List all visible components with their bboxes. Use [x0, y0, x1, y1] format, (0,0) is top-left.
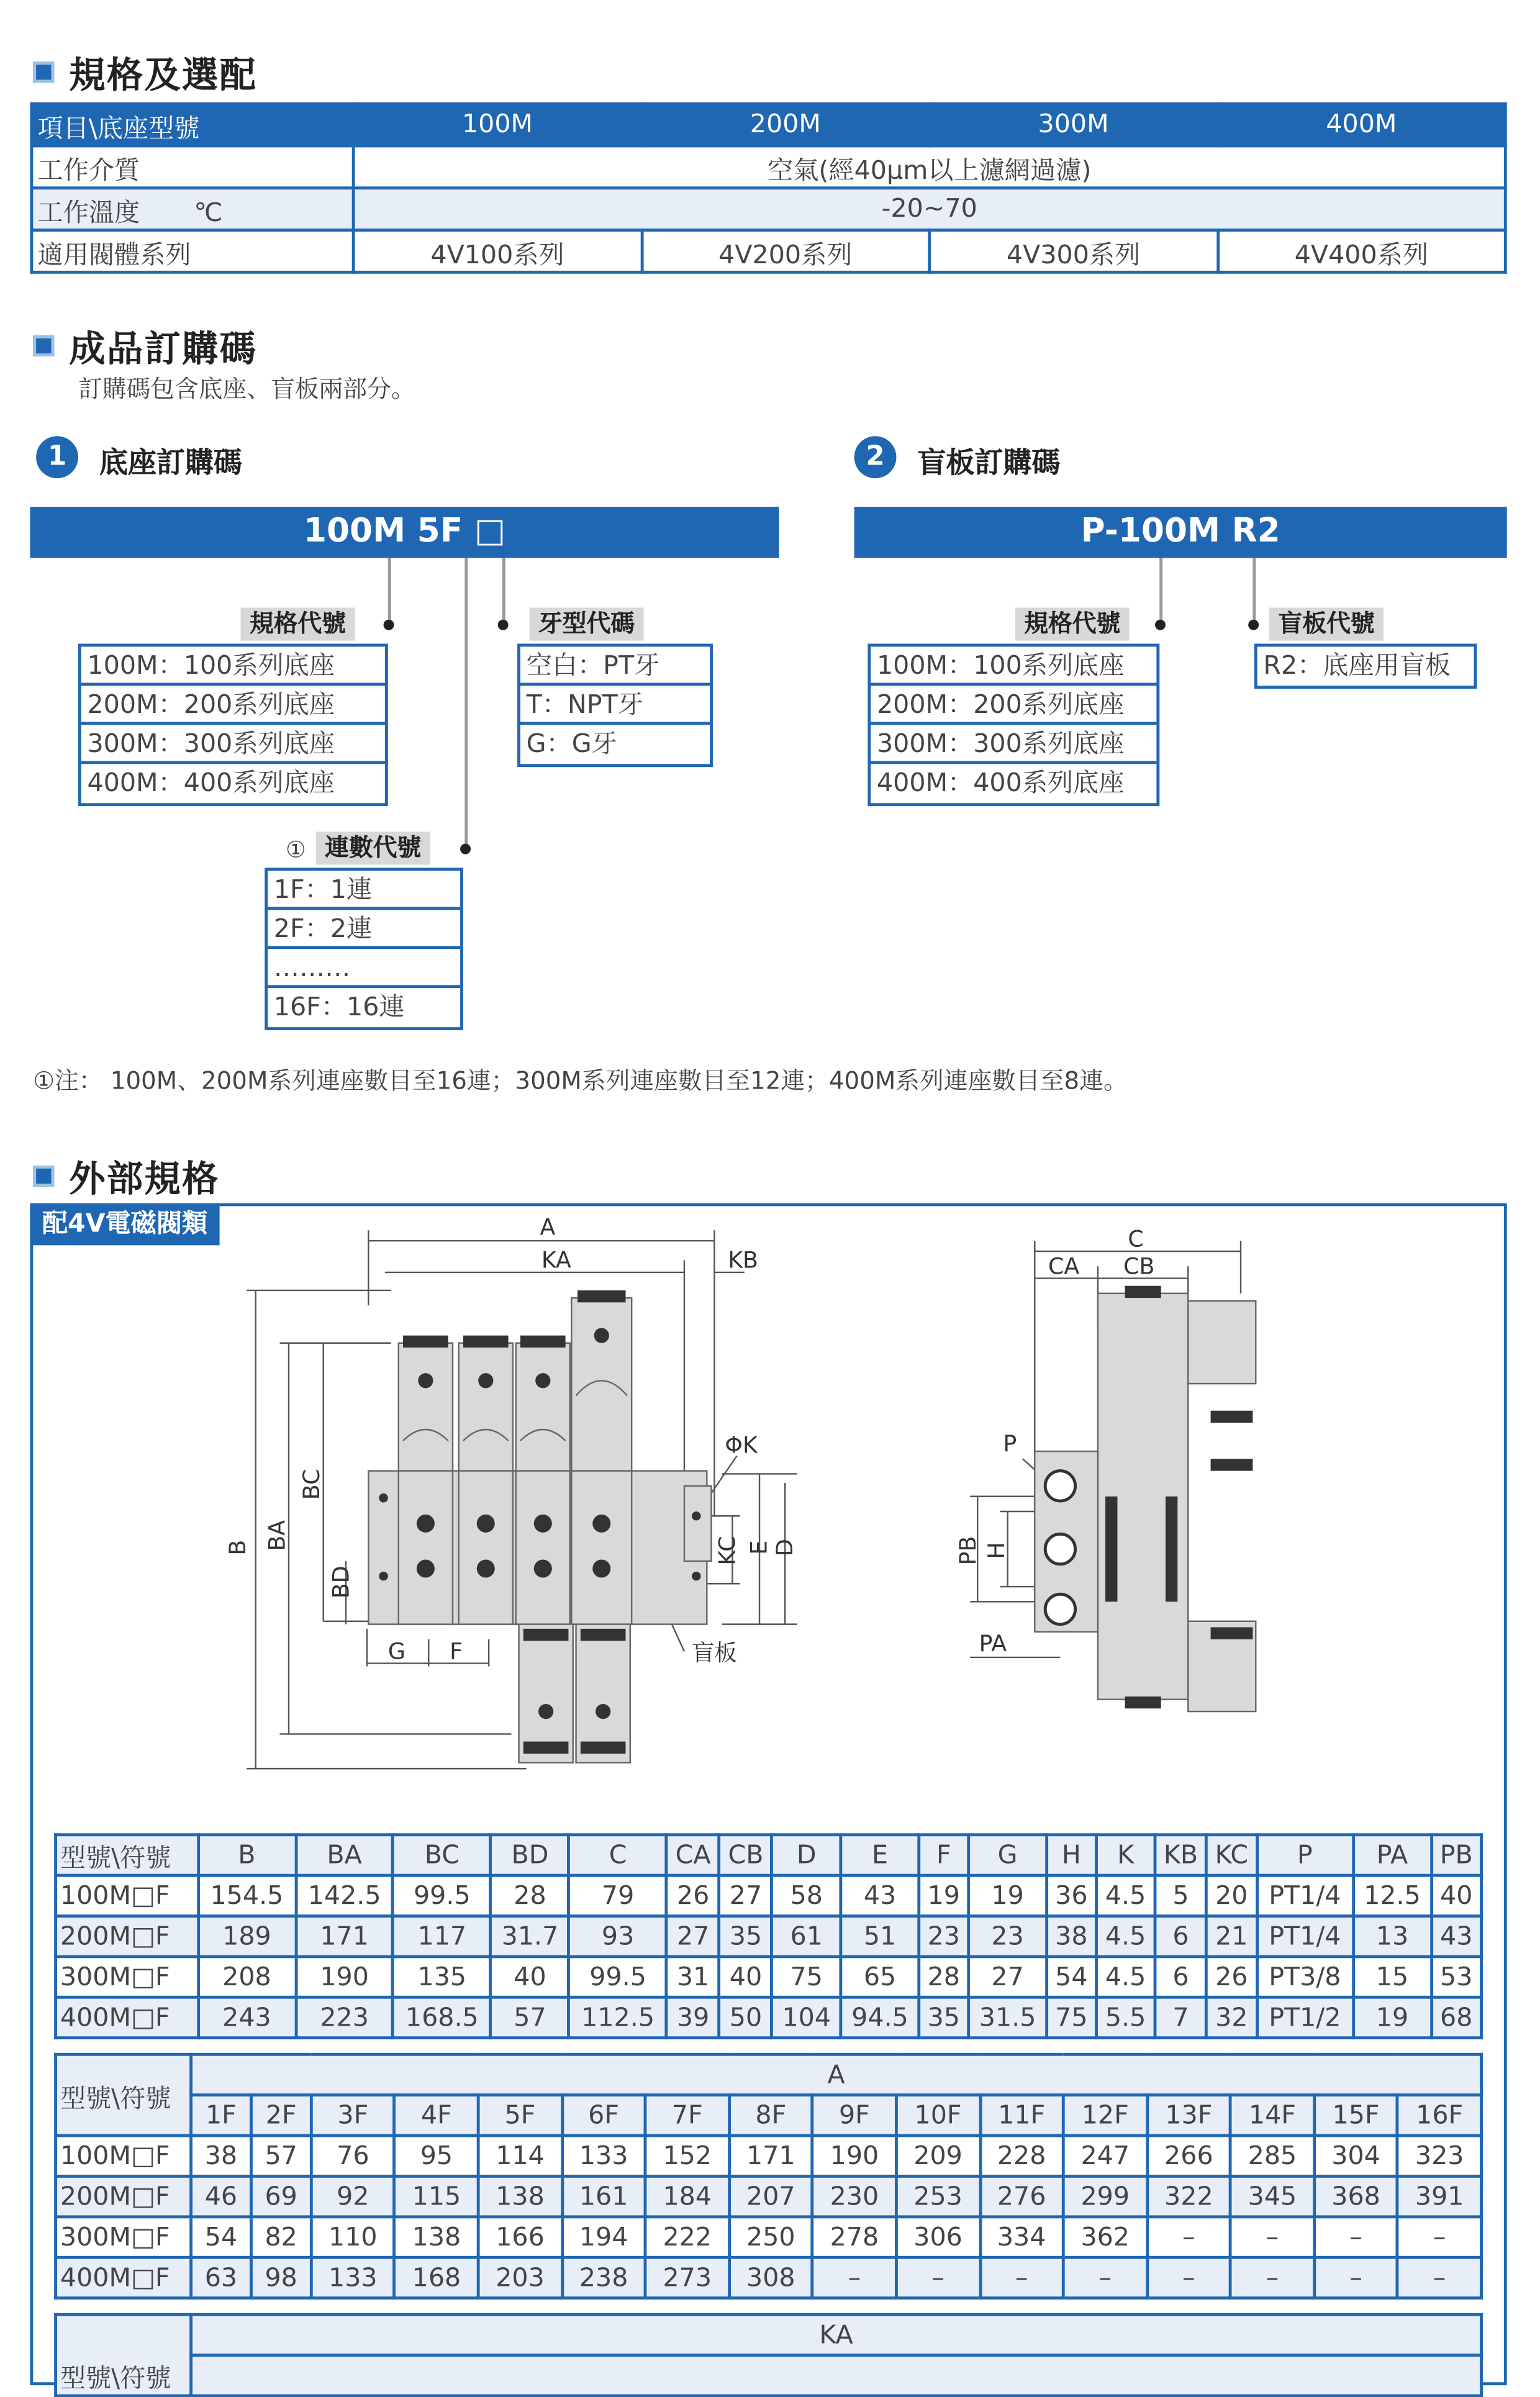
dim-label-g: G — [387, 1638, 405, 1665]
a-cell: 300M□F — [56, 2217, 191, 2257]
dim-label-pa: PA — [979, 1630, 1007, 1657]
dim-cell: 36 — [1047, 1875, 1096, 1916]
dim-cell: 27 — [667, 1916, 720, 1956]
a-cell: 46 — [191, 2176, 251, 2216]
dim-header-cell: CA — [667, 1835, 720, 1875]
square-bullet-icon — [33, 61, 54, 82]
a-cell: 38 — [191, 2136, 251, 2176]
a-header-cell: 13F — [1147, 2095, 1231, 2136]
dim-label-p: P — [1003, 1430, 1017, 1457]
connector-line — [1159, 558, 1162, 622]
a-cell: 247 — [1063, 2136, 1147, 2176]
a-header-cell: 2F — [251, 2095, 311, 2136]
dim-cell: 7 — [1155, 1997, 1207, 2037]
a-cell: – — [896, 2257, 980, 2298]
station-item: ……… — [268, 949, 460, 988]
blind-spec-label: 規格代號 — [1015, 607, 1130, 640]
dim-cell: PT3/8 — [1257, 1957, 1353, 1997]
a-cell: – — [1231, 2257, 1315, 2298]
station-box — [265, 868, 463, 1030]
a-header-cell: 7F — [645, 2095, 729, 2136]
dim-label-kc: KC — [713, 1536, 741, 1566]
blind-spec-item: 300M：300系列底座 — [871, 725, 1156, 764]
base-spec-label: 規格代號 — [241, 607, 355, 640]
dim-cell: 400M□F — [56, 1997, 198, 2037]
a-cell: 207 — [729, 2176, 813, 2216]
connector-dot — [1248, 620, 1259, 630]
a-header-cell: 12F — [1063, 2095, 1147, 2136]
a-cell: 54 — [191, 2217, 251, 2257]
dim-cell: 40 — [1431, 1875, 1482, 1916]
station-note: ①注： 100M、200M系列連座數目至16連；300M系列連座數目至12連；400M系列連座數目至8連。 — [33, 1066, 1128, 1095]
blind-spec-item: 200M：200系列底座 — [871, 686, 1156, 725]
plate-box — [1254, 644, 1477, 689]
a-cell: 100M□F — [56, 2136, 191, 2176]
connector-line — [388, 558, 391, 622]
connector-line — [464, 558, 468, 847]
dim-header-cell: B — [198, 1835, 296, 1875]
a-cell: 273 — [645, 2257, 729, 2298]
dim-cell: 65 — [841, 1957, 919, 1997]
dim-cell: 23 — [969, 1916, 1047, 1956]
a-cell: 138 — [395, 2217, 479, 2257]
station-item: 16F：16連 — [273, 992, 405, 1023]
a-cell: 152 — [645, 2136, 729, 2176]
a-header-cell: 10F — [896, 2095, 980, 2136]
a-header-cell: 15F — [1314, 2095, 1398, 2136]
dim-header-cell: C — [569, 1835, 667, 1875]
base-spec-item: 300M：300系列底座 — [81, 725, 385, 764]
dim-cell: 104 — [772, 1997, 841, 2037]
dim-cell: 57 — [491, 1997, 569, 2037]
dim-cell: 28 — [919, 1957, 968, 1997]
dim-label-pb: PB — [954, 1536, 982, 1566]
a-cell: – — [1147, 2217, 1231, 2257]
a-cell: 98 — [251, 2257, 311, 2298]
a-cell: 190 — [813, 2136, 897, 2176]
a-cell: 161 — [562, 2176, 646, 2216]
ka-table-corner: 型號\符號 — [56, 2314, 191, 2396]
order-section-title: 成品訂購碼 — [33, 319, 257, 371]
a-cell: 200M□F — [56, 2176, 191, 2216]
thread-item: T：NPT牙 — [520, 686, 710, 725]
dim-label-c: C — [1128, 1225, 1144, 1253]
a-cell: – — [1398, 2217, 1482, 2257]
step-1-badge: 1 — [36, 436, 78, 478]
a-cell: 69 — [251, 2176, 311, 2216]
a-cell: 95 — [395, 2136, 479, 2176]
dim-cell: 200M□F — [56, 1916, 198, 1956]
dim-cell: 27 — [969, 1957, 1047, 1997]
spec-header-cell: 100M — [353, 104, 641, 146]
spec-header-cell: 300M — [930, 104, 1218, 146]
dim-cell: 75 — [1047, 1997, 1096, 2037]
dim-cell: PT1/4 — [1257, 1875, 1353, 1916]
dim-header-cell: CB — [720, 1835, 772, 1875]
thread-box — [517, 644, 713, 768]
dim-cell: 39 — [667, 1997, 720, 2037]
dim-header-cell: PB — [1431, 1835, 1482, 1875]
dim-label-a: A — [540, 1213, 556, 1241]
dim-cell: 112.5 — [569, 1997, 667, 2037]
table-row — [56, 2217, 1482, 2257]
dim-header-cell: BC — [393, 1835, 491, 1875]
dim-label-e: E — [745, 1540, 773, 1555]
dim-cell: 19 — [1353, 1997, 1431, 2037]
dim-label-kb: KB — [728, 1246, 758, 1274]
dim-cell: 189 — [198, 1916, 296, 1956]
dim-label-cb: CB — [1123, 1253, 1155, 1280]
a-cell: – — [1063, 2257, 1147, 2298]
a-cell: 253 — [896, 2176, 980, 2216]
dim-cell: 93 — [569, 1916, 667, 1956]
a-cell: 345 — [1231, 2176, 1315, 2216]
dim-cell: 6 — [1155, 1957, 1207, 1997]
blind-plate-label: 盲板 — [692, 1639, 737, 1667]
a-cell: 276 — [980, 2176, 1064, 2216]
a-cell: 166 — [478, 2217, 562, 2257]
a-cell: 238 — [562, 2257, 646, 2298]
dim-cell: 94.5 — [841, 1997, 919, 2037]
a-cell: 304 — [1314, 2136, 1398, 2176]
dim-label-bc: BC — [298, 1469, 325, 1500]
a-cell: – — [1231, 2217, 1315, 2257]
external-section-title: 外部規格 — [33, 1149, 219, 1202]
dim-cell: 68 — [1431, 1997, 1482, 2037]
a-table-corner: 型號\符號 — [56, 2054, 191, 2136]
dim-cell: 168.5 — [393, 1997, 491, 2037]
dim-header-cell: KC — [1207, 1835, 1257, 1875]
a-cell: 368 — [1314, 2176, 1398, 2216]
spec-section-title: 規格及選配 — [33, 45, 257, 98]
spec-valve-value: 4V300系列 — [930, 230, 1218, 273]
dim-cell: 79 — [569, 1875, 667, 1916]
a-cell: 285 — [1231, 2136, 1315, 2176]
dim-cell: 4.5 — [1096, 1875, 1155, 1916]
a-header-cell: 8F — [729, 2095, 813, 2136]
a-cell: 362 — [1063, 2217, 1147, 2257]
a-cell: 391 — [1398, 2176, 1482, 2216]
base-spec-item: 400M：400系列底座 — [87, 768, 335, 799]
dim-header-cell: K — [1096, 1835, 1155, 1875]
dim-cell: 6 — [1155, 1916, 1207, 1956]
a-cell: – — [1147, 2257, 1231, 2298]
a-cell: 322 — [1147, 2176, 1231, 2216]
a-cell: 323 — [1398, 2136, 1482, 2176]
a-cell: 306 — [896, 2217, 980, 2257]
dim-cell: 40 — [720, 1957, 772, 1997]
station-item: 1F：1連 — [268, 871, 460, 910]
spec-medium-value: 空氣(經40μm以上濾網過濾) — [353, 146, 1505, 188]
table-row — [56, 1957, 1482, 1997]
a-cell: 228 — [980, 2136, 1064, 2176]
dim-cell: 13 — [1353, 1916, 1431, 1956]
dim-cell: 31.7 — [491, 1916, 569, 1956]
a-cell: 76 — [311, 2136, 395, 2176]
a-header-cell: 5F — [478, 2095, 562, 2136]
square-bullet-icon — [33, 1165, 54, 1186]
dim-label-bd: BD — [327, 1566, 355, 1599]
dim-cell: 135 — [393, 1957, 491, 1997]
dim-cell: 32 — [1207, 1997, 1257, 2037]
a-cell: 230 — [813, 2176, 897, 2216]
table-row — [56, 2176, 1482, 2216]
a-cell: 82 — [251, 2217, 311, 2257]
dim-label-ka: KA — [541, 1246, 571, 1274]
dim-cell: 19 — [919, 1875, 968, 1916]
dim-cell: 99.5 — [569, 1957, 667, 1997]
station-label: 連數代號 — [316, 831, 430, 864]
dim-cell: 243 — [198, 1997, 296, 2037]
spec-valve-label: 適用閥體系列 — [32, 230, 353, 273]
a-cell: 250 — [729, 2217, 813, 2257]
dim-cell: 26 — [1207, 1957, 1257, 1997]
a-header-cell: 3F — [311, 2095, 395, 2136]
dim-cell: 51 — [841, 1916, 919, 1956]
dim-cell: 12.5 — [1353, 1875, 1431, 1916]
dim-cell: 35 — [720, 1916, 772, 1956]
a-cell: – — [813, 2257, 897, 2298]
dim-cell: 4.5 — [1096, 1916, 1155, 1956]
a-cell: 334 — [980, 2217, 1064, 2257]
base-spec-item: 100M：100系列底座 — [81, 646, 385, 686]
dim-cell: 20 — [1207, 1875, 1257, 1916]
dim-cell: 5.5 — [1096, 1997, 1155, 2037]
a-cell: 57 — [251, 2136, 311, 2176]
dim-cell: 54 — [1047, 1957, 1096, 1997]
dim-label-d: D — [771, 1539, 799, 1557]
a-cell: – — [1314, 2257, 1398, 2298]
ka-table-group: KA — [191, 2314, 1482, 2355]
dim-cell: 31.5 — [969, 1997, 1047, 2037]
dim-header-cell: KB — [1155, 1835, 1207, 1875]
a-cell: 400M□F — [56, 2257, 191, 2298]
ka-table-subheader — [191, 2355, 1482, 2396]
a-cell: 171 — [729, 2136, 813, 2176]
a-cell: 92 — [311, 2176, 395, 2216]
a-header-cell: 9F — [813, 2095, 897, 2136]
external-tab: 配4V電磁閥類 — [30, 1203, 219, 1246]
a-cell: 266 — [1147, 2136, 1231, 2176]
dim-header-cell: E — [841, 1835, 919, 1875]
a-cell: – — [980, 2257, 1064, 2298]
a-cell: 209 — [896, 2136, 980, 2176]
a-cell: 133 — [311, 2257, 395, 2298]
dim-cell: 19 — [969, 1875, 1047, 1916]
blind-spec-item: 100M：100系列底座 — [871, 646, 1156, 686]
dimension-table — [54, 1833, 1483, 2039]
a-cell: 114 — [478, 2136, 562, 2176]
dim-cell: 4.5 — [1096, 1957, 1155, 1997]
spec-temp-value: -20~70 — [353, 188, 1505, 230]
base-spec-box — [78, 644, 388, 807]
spec-table — [30, 102, 1506, 274]
blind-order-code: P-100M R2 — [854, 507, 1507, 558]
connector-dot — [460, 844, 471, 854]
base-order-code: 100M 5F □ — [30, 507, 779, 558]
table-row — [56, 1916, 1482, 1956]
dim-cell: 223 — [296, 1997, 393, 2037]
table-row — [56, 1997, 1482, 2037]
base-spec-item: 200M：200系列底座 — [81, 686, 385, 725]
dim-cell: 75 — [772, 1957, 841, 1997]
a-cell: 278 — [813, 2217, 897, 2257]
dim-cell: 208 — [198, 1957, 296, 1997]
dim-cell: PT1/4 — [1257, 1916, 1353, 1956]
dim-cell: 5 — [1155, 1875, 1207, 1916]
dim-cell: 117 — [393, 1916, 491, 1956]
dim-label-phik: ΦK — [725, 1431, 758, 1459]
dim-cell: 142.5 — [296, 1875, 393, 1916]
dim-header-cell: F — [919, 1835, 968, 1875]
spec-valve-value: 4V200系列 — [641, 230, 930, 273]
dim-cell: 28 — [491, 1875, 569, 1916]
connector-line — [1252, 558, 1256, 622]
a-header-cell: 4F — [395, 2095, 479, 2136]
thread-item: 空白：PT牙 — [520, 646, 710, 686]
table-row — [56, 2257, 1482, 2298]
a-cell: 184 — [645, 2176, 729, 2216]
connector-dot — [498, 620, 509, 630]
spec-header-cell: 400M — [1218, 104, 1506, 146]
connector-dot — [384, 620, 394, 630]
a-dimension-table — [54, 2053, 1483, 2300]
dim-cell: 27 — [720, 1875, 772, 1916]
square-bullet-icon — [33, 335, 54, 356]
dim-header-cell: G — [969, 1835, 1047, 1875]
thread-item: G：G牙 — [526, 729, 617, 760]
dim-label-ba: BA — [263, 1520, 291, 1551]
a-header-cell: 16F — [1398, 2095, 1482, 2136]
connector-line — [502, 558, 505, 622]
station-item: 2F：2連 — [268, 910, 460, 949]
dim-cell: 43 — [841, 1875, 919, 1916]
dim-cell: 154.5 — [198, 1875, 296, 1916]
a-cell: 299 — [1063, 2176, 1147, 2216]
dim-header-cell: BD — [491, 1835, 569, 1875]
dim-cell: 38 — [1047, 1916, 1096, 1956]
a-cell: 63 — [191, 2257, 251, 2298]
dim-cell: 190 — [296, 1957, 393, 1997]
blind-order-title: 盲板訂購碼 — [917, 446, 1061, 480]
a-cell: 194 — [562, 2217, 646, 2257]
order-subtitle: 訂購碼包含底座、盲板兩部分。 — [78, 374, 415, 404]
dimension-header-row — [56, 1835, 1482, 1875]
dim-cell: 53 — [1431, 1957, 1482, 1997]
table-row — [56, 1875, 1482, 1916]
a-cell: – — [1314, 2217, 1398, 2257]
a-cell: 203 — [478, 2257, 562, 2298]
dim-label-h: H — [983, 1542, 1010, 1559]
dim-cell: PT1/2 — [1257, 1997, 1353, 2037]
dim-label-b: B — [224, 1539, 251, 1556]
table-row — [56, 2136, 1482, 2176]
dim-label-f: F — [450, 1638, 463, 1665]
a-cell: 222 — [645, 2217, 729, 2257]
dim-cell: 21 — [1207, 1916, 1257, 1956]
dim-cell: 58 — [772, 1875, 841, 1916]
spec-header-cell: 項目\底座型號 — [32, 104, 353, 146]
connector-dot — [1155, 620, 1166, 630]
step-2-badge: 2 — [854, 436, 897, 478]
spec-header-cell: 200M — [641, 104, 930, 146]
dim-header-cell: D — [772, 1835, 841, 1875]
a-cell: 308 — [729, 2257, 813, 2298]
a-header-cell: 14F — [1231, 2095, 1315, 2136]
dim-header-cell: 型號\符號 — [56, 1835, 198, 1875]
thread-label: 牙型代碼 — [530, 607, 644, 640]
dim-cell: 35 — [919, 1997, 968, 2037]
dim-header-cell: BA — [296, 1835, 393, 1875]
spec-valve-value: 4V400系列 — [1218, 230, 1506, 273]
dim-cell: 15 — [1353, 1957, 1431, 1997]
dim-cell: 100M□F — [56, 1875, 198, 1916]
dim-cell: 171 — [296, 1916, 393, 1956]
dim-cell: 40 — [491, 1957, 569, 1997]
plate-item: R2：底座用盲板 — [1263, 651, 1451, 682]
dim-cell: 26 — [667, 1875, 720, 1916]
dim-header-cell: PA — [1353, 1835, 1431, 1875]
a-cell: 138 — [478, 2176, 562, 2216]
spec-medium-label: 工作介質 — [32, 146, 353, 188]
spec-temp-label-cell: 工作溫度 ℃ — [32, 188, 353, 230]
dim-cell: 31 — [667, 1957, 720, 1997]
blind-spec-box — [867, 644, 1159, 807]
a-cell: 168 — [395, 2257, 479, 2298]
dim-header-cell: H — [1047, 1835, 1096, 1875]
dim-cell: 50 — [720, 1997, 772, 2037]
side-view-drawing — [962, 1233, 1279, 1775]
spec-valve-value: 4V100系列 — [353, 230, 641, 273]
base-order-title: 底座訂購碼 — [99, 446, 242, 480]
station-mark: ① — [286, 836, 306, 864]
dim-label-ca: CA — [1048, 1253, 1080, 1280]
dim-cell: 43 — [1431, 1916, 1482, 1956]
dim-cell: 61 — [772, 1916, 841, 1956]
front-view-drawing — [225, 1215, 827, 1787]
dim-header-cell: P — [1257, 1835, 1353, 1875]
a-cell: 110 — [311, 2217, 395, 2257]
a-header-cell: 11F — [980, 2095, 1064, 2136]
blind-spec-item: 400M：400系列底座 — [876, 768, 1125, 799]
a-cell: 133 — [562, 2136, 646, 2176]
a-cell: 115 — [395, 2176, 479, 2216]
a-table-header-row — [56, 2095, 1482, 2136]
dim-cell: 23 — [919, 1916, 968, 1956]
a-cell: – — [1398, 2257, 1482, 2298]
plate-label: 盲板代號 — [1269, 607, 1384, 640]
a-header-cell: 1F — [191, 2095, 251, 2136]
a-header-cell: 6F — [562, 2095, 646, 2136]
dim-cell: 99.5 — [393, 1875, 491, 1916]
a-table-group: A — [191, 2054, 1482, 2095]
dim-cell: 300M□F — [56, 1957, 198, 1997]
